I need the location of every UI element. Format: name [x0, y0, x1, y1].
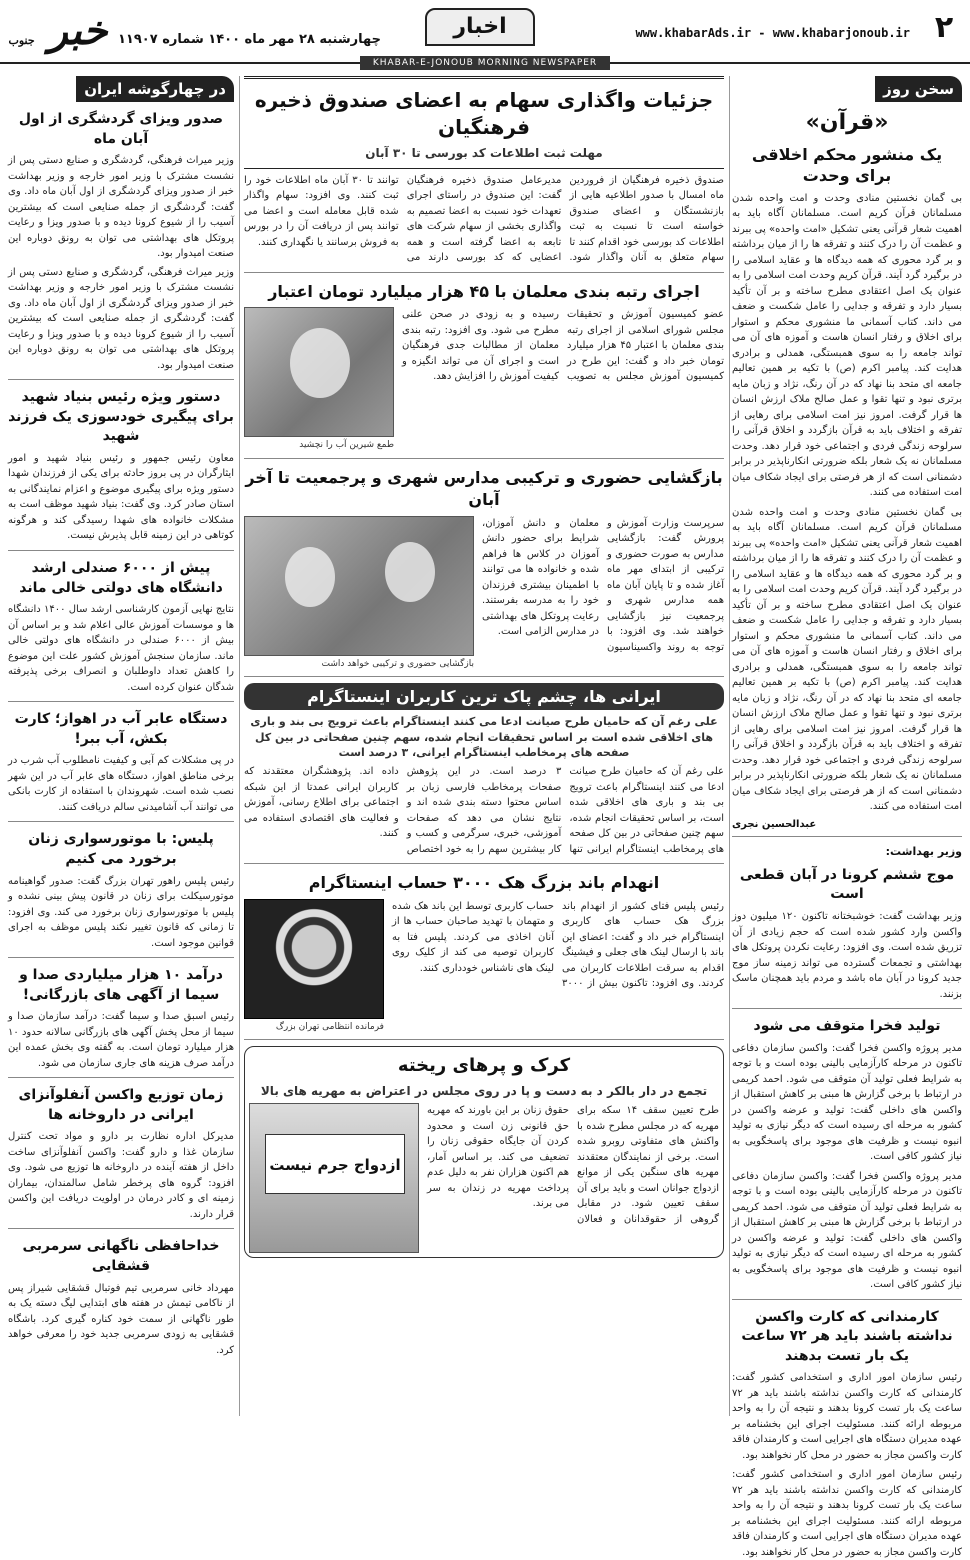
newspaper-logo: [8, 4, 108, 58]
article-body: مدیرکل اداره نظارت بر دارو و مواد تحت کنترل سازمان غذا و دارو گفت: واکسن آنفلوآنزای ساخت داخل از هفته آینده در داروخانه ها توزیع می شود. وی افزود: گروه های پرخطر شامل سالمندان، بیماران زمینه ای و کادر درمان در اولویت دریافت این واکسن قرار دارند.: [8, 1131, 234, 1220]
article-body: معاون رئیس جمهور و رئیس بنیاد شهید و امور ایثارگران در پی بروز حادثه برای یکی از فرزندان شهدا دستور ویژه برای پیگیری موضوع و اعزام نمایندگانی به استان صادر کرد. وی گفت: بنیاد شهید موظف است به مشکلات خانواده های شهدا رسیدگی کند و هرگونه کوتاهی در این زمینه قابل پذیرش نیست.: [8, 452, 234, 542]
portrait-photo: [244, 307, 394, 437]
divider: [732, 836, 962, 837]
column-divider: [239, 76, 240, 1416]
site-url[interactable]: www.khabarAds.ir - www.khabarjonoub.ir: [635, 26, 910, 40]
article-body: وزیر بهداشت گفت: خوشبختانه تاکنون ۱۲۰ میلیون دوز واکسن وارد کشور شده است که حجم زیادی از آن تزریق شده است. وی افزود: رعایت نکردن پروتکل های بهداشتی و تجمعات گسترده می تواند زمینه ساز موج جدید کرونا در آبان ماه باشد و مردم باید همچنان ماسک بزنند.: [732, 911, 962, 1000]
divider: [8, 957, 234, 958]
divider: [244, 458, 724, 459]
divider: [732, 1299, 962, 1300]
article-body: رئیس پلیس راهور تهران بزرگ گفت: صدور گواهینامه موتورسیکلت برای زنان در قانون پیش بینی نشده و پلیس با موتورسواری زنان برخورد می کند. وی افزود: تا زمانی که قانون تغییر نکند پلیس موظف به اجرای قوانین موجود است.: [8, 875, 234, 949]
editorial-subtitle: یک منشور محکم اخلاقی برای وحدت: [751, 144, 943, 186]
divider: [8, 379, 234, 380]
article-body-continued: مدیر پروژه واکسن فخرا گفت: واکسن سازمان دفاعی تاکنون در مرحله کارآزمایی بالینی بوده است و با توجه به شرایط فعلی تولید آن متوقف می شود. احمد کریمی در ارتباط با برخی گزارش ها مبنی بر کاهش استقبال از واکسن های داخلی گفت: تولید و عرضه واکسن در کشور به مرحله ای رسیده است که دیگر نیازی به تولید انبوه نیست و ظرفیت های موجود برای پاسخگویی به نیاز کشور کافی است.: [732, 1170, 962, 1291]
section-label: در چهارگوشه ایران: [76, 76, 234, 102]
article-headline: انهدام باند بزرگ هک ۳۰۰۰ حساب اینستاگرام: [308, 873, 660, 893]
portrait-head-shape: [290, 328, 350, 398]
editorial-author: عبدالحسین نجری: [732, 818, 817, 830]
editorial-label: سخن روز: [875, 76, 962, 102]
article-headline: دستور ویژه رئیس بنیاد شهید برای پیگیری خودسوزی یک فرزند شهید: [8, 389, 234, 445]
issue-date: چهارشنبه ۲۸ مهر ماه ۱۴۰۰ شماره ۱۱۹۰۷: [118, 32, 381, 47]
hack-text: [392, 899, 724, 1034]
english-name-strip: KHABAR-E-JONOUB MORNING NEWSPAPER: [360, 56, 610, 70]
protest-sign: [265, 1134, 405, 1194]
article-subheadline: مهلت ثبت اطلاعات کد بورسی تا ۳۰ آبان: [365, 146, 603, 160]
protest-photo: [249, 1103, 419, 1253]
right-column: [732, 76, 962, 1558]
article-kicker: وزیر بهداشت:: [885, 844, 962, 858]
article-headline: دستگاه عابر آب در اهواز؛ کارت بکش، آب ببر!: [14, 711, 228, 747]
photo-caption: فرمانده انتظامی تهران بزرگ: [275, 1021, 384, 1032]
instagram-headline-box: [244, 683, 724, 710]
article-headline: خداحافظی ناگهانی سرمربی قشقایی: [22, 1238, 220, 1274]
article-body: علی رغم آن که حامیان طرح صیانت ادعا می کنند اینستاگرام باعث ترویج بی بند و باری های اخلاقی شده است، بر اساس تحقیقات انجام شده، سهم چنین صفحاتی در بین کل صفحه های پرمخاطب اینستاگرام ایرانی تنها ۳ درصد است. در این پژوهش صفحات پرمخاطب فارسی زبان بر اساس محتوا دسته بندی شده اند و نتایج نشان می دهد که صفحات آموزشی، خبری، سرگرمی و کسب و کار بیشترین سهم را به خود اختصاص داده اند. پژوهشگران معتقدند که کاربران ایرانی عمدتا از این شبکه اجتماعی برای اطلاع رسانی، آموزش و فعالیت های اقتصادی استفاده می کنند.: [244, 766, 724, 855]
instagram-logo-photo: [244, 899, 384, 1019]
protest-sign-text: ازدواج جرم نیست: [269, 1156, 401, 1175]
divider: [8, 1077, 234, 1078]
article-body: نتایج نهایی آزمون کارشناسی ارشد سال ۱۴۰۰ دانشگاه ها و موسسات آموزش عالی اعلام شد و بر اساس آن بیش از ۶۰۰۰ صندلی در دانشگاه های دولتی خالی ماند. سازمان سنجش آموزش کشور علت این موضوع را کاهش تعداد داوطلبان و انصراف برخی پذیرفته شدگان عنوان کرده است.: [8, 604, 234, 693]
article-headline: صدور ویزای گردشگری از اول آبان ماه: [18, 111, 224, 147]
article-body: مهرداد خانی سرمربی تیم فوتبال قشقایی شیراز پس از ناکامی تیمش در هفته های ابتدایی لیگ دسته یک به طور ناگهانی از سمت خود کناره گیری کرد. باشگاه قشقایی به زودی سرمربی جدید خود را معرفی خواهد کرد.: [8, 1282, 234, 1356]
article-body-continued: وزیر میراث فرهنگی، گردشگری و صنایع دستی پس از نشست مشترک با وزیر امور خارجه و وزیر بهداشت خبر از صدور ویزای گردشگری از اول آبان ماه داد. وی گفت: گردشگری از جمله صنایعی است که بیشترین آسیب را از شیوع کرونا دیده و با صدور ویزا و رعایت پروتکل های بهداشتی می توان به رونق دوباره این صنعت امیدوار بود.: [8, 266, 234, 371]
student-shape: [385, 542, 435, 602]
section-title: اخبار: [425, 8, 535, 46]
article-headline: جزئیات واگذاری سهام به اعضای صندوق ذخیره فرهنگیان: [254, 88, 714, 139]
masthead: [0, 0, 970, 68]
article-headline: کارمندانی که کارت واکسن نداشته باشند باید هر ۷۲ ساعت یک بار تست بدهند: [741, 1308, 953, 1364]
article-body: وزیر میراث فرهنگی، گردشگری و صنایع دستی پس از نشست مشترک با وزیر امور خارجه و وزیر بهداشت خبر از صدور ویزای گردشگری از اول آبان ماه داد. وی گفت: گردشگری از جمله صنایعی است که بیشترین آسیب را از شیوع کرونا دیده و با صدور ویزا و رعایت پروتکل های بهداشتی می توان به رونق دوباره این صنعت امیدوار بود.: [8, 155, 234, 260]
logo-text: خبر: [48, 7, 108, 54]
hack-figure: [244, 899, 384, 1034]
article-headline: کرک و پرهای ریخته: [397, 1055, 571, 1077]
marriage-story-box: [244, 1046, 724, 1258]
teachers-article: [244, 307, 724, 452]
article-subheadline: تجمع در دار بالکر د به دست و پا در روی مجلس در اعتراض به مهریه های بالا: [260, 1083, 708, 1098]
article-body: مدیر پروژه واکسن فخرا گفت: واکسن سازمان دفاعی تاکنون در مرحله کارآزمایی بالینی بوده است و با توجه به شرایط فعلی تولید آن متوقف می شود. احمد کریمی در ارتباط با برخی گزارش ها مبنی بر کاهش استقبال از واکسن های داخلی گفت: تولید و عرضه واکسن در کشور به مرحله ای رسیده است که دیگر نیازی به تولید انبوه نیست و ظرفیت های موجود برای پاسخگویی به نیاز کشور کافی است.: [732, 1042, 962, 1163]
divider: [244, 676, 724, 677]
divider: [244, 272, 724, 273]
divider: [8, 550, 234, 551]
logo-small-text: جنوب: [8, 34, 35, 47]
article-subheadline: علی رغم آن که حامیان طرح صیانت ادعا می کنند اینستاگرام باعث ترویج بی بند و باری های اخلاقی شده است بر اساس تحقیقات انجام شده، سهم چنین صفحاتی در بین کل صفحه های پرمخاطب اینستاگرام ایرانی، ۳ درصد است: [250, 715, 718, 759]
article-headline: اجرای رتبه بندی معلمان با ۴۵ هزار میلیارد تومان اعتبار: [268, 281, 700, 301]
article-body: صندوق ذخیره فرهنگیان از فروردین ماه امسال با صدور اطلاعیه هایی از بازنشستگان و اعضای صندوق خواسته است تا نسبت به ثبت اطلاعات کد بورسی خود اقدام کنند تا سهام متعلق به آنان واگذار شود. مدیرعامل صندوق ذخیره فرهنگیان گفت: این صندوق در راستای اجرای تعهدات خود نسبت به اعضا تصمیم به واگذاری بخشی از سهام شرکت های تابعه به اعضا گرفته است و همه اعضایی که کد بورسی دارند می توانند تا ۳۰ آبان ماه اطلاعات خود را ثبت کنند. وی افزود: سهام واگذار شده قابل معامله است و اعضا می توانند پس از دریافت آن را در بورس به فروش برسانند یا نگهداری کنند.: [244, 174, 724, 264]
schools-article: [244, 516, 724, 671]
article-headline: پلیس: با موتورسواری زنان برخورد می کنیم: [28, 831, 214, 867]
divider: [244, 863, 724, 864]
photo-caption: بازگشایی حضوری و ترکیبی خواهد داشت: [321, 658, 474, 669]
top-story-banner: [244, 76, 724, 169]
schools-figure: [244, 516, 474, 671]
teachers-figure: [244, 307, 394, 452]
article-headline: ایرانی ها، چشم پاک ترین کاربران اینستاگرام: [307, 687, 661, 707]
classroom-photo: [244, 516, 474, 656]
article-headline: پیش از ۶۰۰۰ صندلی ارشد دانشگاه های دولتی خالی ماند: [19, 559, 223, 596]
middle-column: [244, 76, 724, 1416]
editorial-body-continued: بی گمان نخستین منادی وحدت و امت واحده شدن مسلمانان قرآن کریم است. مسلمانان آگاه باید به اهمیت شعار قرآنی یعنی تشکیل «امت واحده» پی ببرند و عظمت آن را درک کنند و تفرقه ها را از میان برداشته و بر گرد محوری که همه دیدگاه ها و عقاید اسلامی را در برگیرد گرد آیند. قرآن کریم وحدت امت اسلامی را به عنوان یک اصل اعتقادی مطرح ساخته و بر آن تأکید بسیار دارد و تفرقه و جدایی را عامل شکست و ضعف می داند. کتاب آسمانی ما منشوری محکم و استوار برای اخلاق و رفتار انسان هاست و آموزه های آن می تواند جامعه را به سوی همبستگی، همدلی و برادری هدایت کند. پیامبر اکرم (ص) با تکیه بر همین تعالیم جامعه ای متحد بنا نهاد که در آن رنگ، نژاد و زبان مایه برتری نبود و تنها تقوا و عمل صالح ملاک ارزش انسان ها قرار گرفت. امروز نیز امت اسلامی برای رهایی از تفرقه و اختلاف باید به قرآن بازگردد و اخلاق قرآنی را سرلوحه زندگی فردی و اجتماعی خود قرار دهد. وحدت مسلمانان نه یک شعار بلکه ضرورتی انکارناپذیر در برابر دشمنانی است که از هر فرصتی برای ایجاد شکاف میان امت استفاده می کنند.: [732, 506, 962, 813]
column-divider: [729, 76, 730, 1416]
article-body: سرپرست وزارت آموزش و پرورش گفت: بازگشایی مدارس به صورت حضوری و ترکیبی از ابتدای مهر ماه آغاز شده و تا پایان آبان ماه همه مدارس شهری و پرجمعیت نیز بازگشایی خواهند شد. وی افزود: با توجه به روند واکسیناسیون معلمان و دانش آموزان، شرایط برای حضور دانش آموزان در کلاس ها فراهم شده و خانواده ها می توانند با اطمینان بیشتری فرزندان خود را به مدرسه بفرستند. رعایت پروتکل های بهداشتی در مدارس الزامی است.: [482, 517, 724, 653]
divider: [244, 1039, 724, 1040]
article-headline: تولید فخرا متوقف می شود: [753, 1018, 941, 1035]
article-body: رئیس سازمان امور اداری و استخدامی کشور گفت: کارمندانی که کارت واکسن نداشته باشند باید هر ۷۲ ساعت یک بار تست کرونا بدهند و نتیجه آن را به واحد مربوطه ارائه کنند. مسئولیت اجرای این بخشنامه بر عهده مدیران دستگاه های اجرایی است و کارمندان فاقد کارت واکسن مجاز به حضور در محل کار نخواهند بود.: [732, 1372, 962, 1461]
marriage-article: [249, 1103, 719, 1253]
article-body-continued: رئیس سازمان امور اداری و استخدامی کشور گفت: کارمندانی که کارت واکسن نداشته باشند باید هر ۷۲ ساعت یک بار تست کرونا بدهند و نتیجه آن را به واحد مربوطه ارائه کنند. مسئولیت اجرای این بخشنامه بر عهده مدیران دستگاه های اجرایی است و کارمندان فاقد کارت واکسن مجاز به حضور در محل کار نخواهند بود.: [732, 1469, 962, 1558]
article-headline: درآمد ۱۰ هزار میلیاردی صدا و سیما از آگهی های بازرگانی!: [19, 967, 223, 1003]
article-headline: زمان توزیع واکسن آنفلوآنزای ایرانی در داروخانه ها: [18, 1087, 224, 1123]
student-shape: [285, 547, 335, 607]
article-headline: موج ششم کرونا در آبان قطعی است: [739, 866, 955, 903]
schools-text: [482, 516, 724, 671]
page-number: ۲: [934, 10, 954, 45]
article-body: رئیس اسبق صدا و سیما گفت: درآمد سازمان صدا و سیما از محل پخش آگهی های بازرگانی سالانه حدود ۱۰ هزار میلیارد تومان است. به گفته وی بخش عمده این درآمد صرف هزینه های جاری سازمان می شود.: [8, 1011, 234, 1069]
divider: [8, 701, 234, 702]
editorial-body: بی گمان نخستین منادی وحدت و امت واحده شدن مسلمانان قرآن کریم است. مسلمانان آگاه باید به اهمیت شعار قرآنی یعنی تشکیل «امت واحده» پی ببرند و عظمت آن را درک کنند و تفرقه ها را از میان برداشته و بر گرد محوری که همه دیدگاه ها و عقاید اسلامی را در برگیرد گرد آیند. قرآن کریم وحدت امت اسلامی را به عنوان یک اصل اعتقادی مطرح ساخته و بر آن تأکید بسیار دارد و تفرقه و جدایی را عامل شکست و ضعف می داند. کتاب آسمانی ما منشوری محکم و استوار برای اخلاق و رفتار انسان هاست و آموزه های آن می تواند جامعه را به سوی همبستگی، همدلی و برادری هدایت کند. پیامبر اکرم (ص) با تکیه بر همین تعالیم جامعه ای متحد بنا نهاد که در آن رنگ، نژاد و زبان مایه برتری نبود و تنها تقوا و عمل صالح ملاک ارزش انسان ها قرار گرفت. امروز نیز امت اسلامی برای رهایی از تفرقه و اختلاف باید به قرآن بازگردد و اخلاق قرآنی را سرلوحه زندگی فردی و اجتماعی خود قرار دهد. وحدت مسلمانان نه یک شعار بلکه ضرورتی انکارناپذیر در برابر دشمنانی است که از هر فرصتی برای ایجاد شکاف میان امت استفاده می کنند.: [732, 192, 962, 499]
divider: [8, 1228, 234, 1229]
article-body: در پی مشکلات کم آبی و کیفیت نامطلوب آب شرب در برخی مناطق اهواز، دستگاه های عابر آب در این شهر نصب شده است. شهروندان با استفاده از کارت بانکی می توانند آب آشامیدنی سالم دریافت کنند.: [8, 755, 234, 813]
left-column: [8, 76, 234, 1416]
article-body: عضو کمیسیون آموزش و تحقیقات مجلس شورای اسلامی از اجرای رتبه بندی معلمان با اعتبار ۴۵ هزار میلیارد تومان خبر داد و گفت: این طرح در کمیسیون آموزش مجلس به تصویب رسیده و به زودی در صحن علنی مطرح می شود. وی افزود: رتبه بندی معلمان از مطالبات جدی فرهنگیان است و اجرای آن می تواند انگیزه و کیفیت آموزش را افزایش دهد.: [402, 309, 724, 383]
editorial-title: «قرآن»: [805, 110, 889, 135]
divider: [8, 821, 234, 822]
photo-caption: طمع شیرین آب را نچشید: [299, 440, 394, 451]
divider: [732, 1008, 962, 1009]
hack-article: [244, 899, 724, 1034]
article-body: طرح تعیین سقف ۱۴ سکه برای مهریه که در مجلس مطرح شده با واکنش های متفاوتی روبرو شده است. برخی از نمایندگان معتقدند مهریه های سنگین یکی از موانع ازدواج جوانان است و باید برای آن سقف تعیین شود. در مقابل گروهی از حقوقدانان و فعالان حقوق زنان بر این باورند که مهریه حق قانونی زن است و محدود کردن آن جایگاه حقوقی زنان را تضعیف می کند. بر اساس آمار، هم اکنون هزاران نفر به دلیل عدم پرداخت مهریه در زندان به سر می برند.: [427, 1105, 720, 1225]
article-body: رئیس پلیس فتای کشور از انهدام باند بزرگ هک حساب های کاربری اینستاگرام خبر داد و گفت: اعضای این باند با ارسال لینک های جعلی و فیشینگ اقدام به سرقت اطلاعات کاربران می کردند. وی افزود: تاکنون بیش از ۳۰۰۰ حساب کاربری توسط این باند هک شده و متهمان با تهدید صاحبان حساب ها از آنان اخاذی می کردند. پلیس فتا به کاربران توصیه می کند از کلیک روی لینک های ناشناس خودداری کنند.: [392, 900, 724, 990]
article-headline: بازگشایی حضوری و ترکیبی مدارس شهری و پرجمعیت تا آخر آبان: [245, 467, 723, 510]
